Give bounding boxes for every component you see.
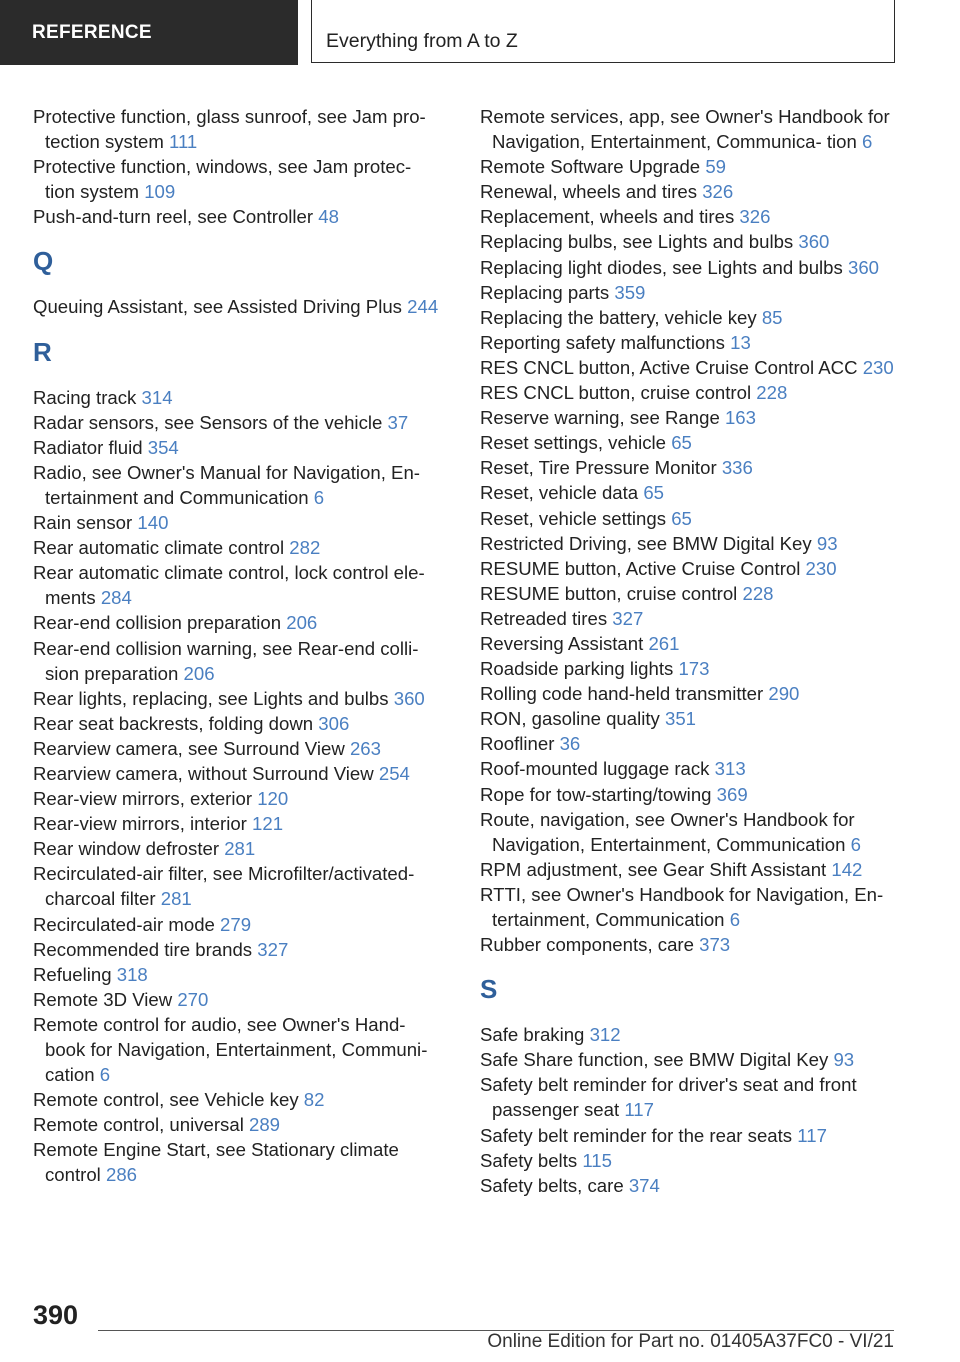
index-entry-text: RES CNCL button, cruise control	[480, 382, 757, 404]
index-entry-text: Remote Engine Start, see Stationary climate control	[33, 1139, 399, 1186]
index-entry-text: Rearview camera, without Surround View	[33, 762, 379, 784]
index-entry-text: Radiator fluid	[33, 436, 148, 458]
page-reference-link[interactable]: 206	[286, 612, 318, 634]
page-reference-link[interactable]: 230	[862, 356, 894, 378]
index-entry	[33, 811, 443, 836]
page-reference-link[interactable]: 281	[224, 838, 256, 860]
index-entry-text: Reset, vehicle data	[480, 482, 644, 504]
index-entry	[480, 330, 900, 355]
page-reference-link[interactable]: 120	[257, 788, 289, 810]
page-reference-link[interactable]: 37	[387, 411, 409, 433]
index-entry-text: Rear window defroster	[33, 838, 225, 860]
section-label: REFERENCE	[0, 0, 298, 65]
page-reference-link[interactable]: 336	[721, 457, 753, 479]
index-entry	[33, 460, 443, 510]
index-entry-text: RES CNCL button, Active Cruise Control ACC	[480, 356, 863, 378]
index-entry	[33, 987, 443, 1012]
page-reference-link[interactable]: 312	[589, 1024, 621, 1046]
index-entry	[480, 255, 900, 280]
index-entry	[480, 782, 900, 807]
index-entry	[33, 761, 443, 786]
page-reference-link[interactable]: 13	[730, 331, 751, 353]
index-entry	[480, 932, 900, 957]
page-reference-link[interactable]: 254	[378, 762, 410, 784]
index-entry-text: Renewal, wheels and tires	[480, 181, 703, 203]
index-entry	[480, 1148, 900, 1173]
index-entry-text: Reset, Tire Pressure Monitor	[480, 457, 722, 479]
index-entry-text: RPM adjustment, see Gear Shift Assistant	[480, 858, 832, 880]
index-letter-heading: S	[480, 974, 498, 1005]
page-reference-link[interactable]: 281	[160, 888, 192, 910]
page-reference-link[interactable]: 244	[407, 296, 439, 318]
index-entry-text: Remote control for audio, see Owner's Hand- book for Navigation, Entertainment, Communi- cation	[33, 1013, 428, 1086]
index-entry-text: Recirculated-air filter, see Microfilter/activated- charcoal filter	[33, 863, 415, 910]
index-entry-text: RTTI, see Owner's Handbook for Navigation, En- tertainment, Communication	[480, 883, 884, 930]
index-entry-text: Rain sensor	[33, 512, 138, 534]
index-entry	[480, 556, 900, 581]
page-reference-link[interactable]: 360	[848, 256, 880, 278]
index-entry-text: Remote control, see Vehicle key	[33, 1089, 304, 1111]
index-entry	[480, 531, 900, 556]
index-entry-text: Rear seat backrests, folding down	[33, 712, 319, 734]
page-reference-link[interactable]: 230	[805, 557, 837, 579]
index-entry	[33, 937, 443, 962]
index-entry-text: RESUME button, cruise control	[480, 582, 743, 604]
index-entry	[33, 204, 443, 229]
index-entry-text: Push-and-turn reel, see Controller	[33, 206, 319, 228]
page-reference-link[interactable]: 206	[183, 662, 215, 684]
page-reference-link[interactable]: 261	[648, 632, 680, 654]
page-reference-link[interactable]: 140	[137, 512, 169, 534]
index-entry-text: Safety belt reminder for driver's seat and front passenger seat	[480, 1074, 857, 1121]
page-reference-link[interactable]: 354	[147, 436, 179, 458]
page-reference-link[interactable]: 279	[220, 913, 252, 935]
index-entry	[480, 656, 900, 681]
page-reference-link[interactable]: 360	[393, 687, 425, 709]
index-entry	[480, 455, 900, 480]
page-reference-link[interactable]: 93	[816, 532, 838, 554]
index-entry	[33, 861, 443, 911]
page-reference-link[interactable]: 313	[714, 758, 746, 780]
index-entry	[33, 535, 443, 560]
page-reference-link[interactable]: 314	[141, 386, 173, 408]
page-reference-link[interactable]: 173	[678, 658, 710, 680]
page-reference-link[interactable]: 327	[257, 938, 289, 960]
index-entry	[33, 560, 443, 610]
index-entry-text: Replacing parts	[480, 281, 615, 303]
page-reference-link[interactable]: 6	[313, 486, 325, 508]
index-letter-heading: Q	[33, 246, 54, 277]
index-entry-text: Replacing bulbs, see Lights and bulbs	[480, 231, 799, 253]
page-reference-link[interactable]: 263	[349, 737, 381, 759]
index-entry	[480, 229, 900, 254]
index-entry-text: Reporting safety malfunctions	[480, 331, 731, 353]
index-entry	[480, 405, 900, 430]
index-column-left	[33, 104, 443, 1188]
index-entry-text: Safety belts	[480, 1149, 583, 1171]
page-reference-link[interactable]: 6	[729, 909, 741, 930]
index-entry-text: Remote 3D View	[33, 988, 178, 1010]
index-entry	[480, 1173, 900, 1198]
index-entry-text: Roofliner	[480, 733, 560, 755]
page-reference-link[interactable]: 6	[861, 131, 873, 153]
page-reference-link[interactable]: 326	[702, 181, 734, 203]
index-entry	[480, 681, 900, 706]
index-entry	[480, 104, 900, 154]
edition-note: Online Edition for Part no. 01405A37FC0 - VI/21	[487, 1331, 894, 1352]
index-entry-text: Rear-view mirrors, interior	[33, 813, 253, 835]
page-reference-link[interactable]: 117	[797, 1124, 827, 1146]
page-reference-link[interactable]: 318	[116, 963, 148, 985]
index-entry	[480, 581, 900, 606]
index-entry	[33, 836, 443, 861]
index-entry	[33, 786, 443, 811]
index-entry	[33, 1137, 443, 1187]
index-entry	[480, 807, 900, 857]
index-entry	[480, 731, 900, 756]
index-entry-text: Reset, vehicle settings	[480, 507, 672, 529]
index-entry	[33, 435, 443, 460]
page-reference-link[interactable]: 142	[831, 858, 863, 880]
index-entry-text: Remote services, app, see Owner's Handbook for Navigation, Entertainment, Communica- tion	[480, 106, 890, 153]
index-entry-text: Protective function, windows, see Jam protec- tion system	[33, 156, 412, 203]
index-entry-text: Rear-end collision preparation	[33, 612, 287, 634]
index-entry	[480, 305, 900, 330]
index-entry-text: Refueling	[33, 963, 117, 985]
page-reference-link[interactable]: 289	[249, 1114, 281, 1136]
index-entry	[33, 154, 443, 204]
page-reference-link[interactable]: 282	[289, 537, 321, 559]
index-entry-text: Safe braking	[480, 1024, 590, 1046]
page-reference-link[interactable]: 351	[665, 708, 697, 730]
index-entry	[480, 1123, 900, 1148]
index-entry-text: Queuing Assistant, see Assisted Driving Plus	[33, 296, 408, 318]
index-entry-text: Restricted Driving, see BMW Digital Key	[480, 532, 817, 554]
page-reference-link[interactable]: 59	[705, 156, 726, 178]
index-letter-heading: R	[33, 336, 52, 367]
page-reference-link[interactable]: 286	[105, 1164, 138, 1186]
index-entry-text: Radar sensors, see Sensors of the vehicle	[33, 411, 388, 433]
index-entry	[480, 204, 900, 229]
index-entry-text: Rubber components, care	[480, 934, 700, 956]
index-entry-text: Rear automatic climate control, lock control ele- ments	[33, 562, 425, 609]
index-entry	[33, 610, 443, 635]
index-entry-text: Rear-view mirrors, exterior	[33, 788, 258, 810]
index-entry	[480, 179, 900, 204]
index-entry-text: Recirculated-air mode	[33, 913, 221, 935]
index-entry-text: Rear-end collision warning, see Rear-end colli- sion preparation	[33, 637, 419, 684]
index-entry	[33, 686, 443, 711]
index-entry	[33, 636, 443, 686]
index-entry-text: Retreaded tires	[480, 607, 613, 629]
page-reference-link[interactable]: 111	[169, 131, 198, 153]
index-entry	[480, 430, 900, 455]
page-reference-link[interactable]: 270	[177, 988, 209, 1010]
index-entry	[33, 1112, 443, 1137]
page-reference-link[interactable]: 117	[624, 1099, 654, 1121]
page-reference-link[interactable]: 163	[724, 407, 756, 429]
page-reference-link[interactable]: 327	[612, 607, 644, 629]
page-reference-link[interactable]: 65	[671, 507, 692, 529]
index-entry	[33, 104, 443, 154]
page-reference-link[interactable]: 373	[699, 934, 731, 956]
index-entry	[480, 355, 900, 380]
index-entry-text: RON, gasoline quality	[480, 708, 665, 730]
index-entry	[33, 1012, 443, 1087]
index-entry	[33, 711, 443, 736]
page-reference-link[interactable]: 228	[756, 382, 788, 404]
index-entry	[480, 154, 900, 179]
index-entry-text: Protective function, glass sunroof, see Jam pro- tection system	[33, 106, 426, 153]
page-reference-link[interactable]: 115	[582, 1149, 612, 1171]
page-reference-link[interactable]: 306	[318, 712, 350, 734]
index-entry	[33, 912, 443, 937]
index-entry	[480, 631, 900, 656]
index-entry-text: Remote control, universal	[33, 1114, 249, 1136]
index-entry	[33, 385, 443, 410]
page-reference-link[interactable]: 284	[100, 587, 132, 609]
index-entry-text: Safety belts, care	[480, 1174, 629, 1196]
index-entry-text: Rear automatic climate control	[33, 537, 290, 559]
index-entry-text: Radio, see Owner's Manual for Navigation, En- tertainment and Communication	[33, 461, 420, 508]
index-entry-text: Racing track	[33, 386, 142, 408]
index-entry	[33, 1087, 443, 1112]
page-reference-link[interactable]: 326	[739, 206, 771, 228]
index-entry-text: RESUME button, Active Cruise Control	[480, 557, 806, 579]
index-entry-text: Replacing light diodes, see Lights and bulbs	[480, 256, 848, 278]
index-entry	[480, 380, 900, 405]
index-entry	[480, 1022, 900, 1047]
index-entry	[480, 882, 900, 932]
index-entry	[480, 857, 900, 882]
index-entry-text: Roadside parking lights	[480, 658, 679, 680]
page-number: 390	[33, 1300, 79, 1330]
page-reference-link[interactable]: 109	[144, 181, 176, 203]
page-reference-link[interactable]: 369	[716, 783, 748, 805]
index-entry-text: Recommended tire brands	[33, 938, 258, 960]
index-entry	[33, 736, 443, 761]
page-reference-link[interactable]: 6	[99, 1064, 111, 1086]
page-reference-link[interactable]: 65	[671, 432, 692, 454]
page-reference-link[interactable]: 360	[798, 231, 830, 253]
page-reference-link[interactable]: 374	[628, 1174, 660, 1196]
index-entry-text: Rearview camera, see Surround View	[33, 737, 350, 759]
page-reference-link[interactable]: 290	[768, 683, 800, 705]
index-entry	[33, 510, 443, 535]
index-entry-text: Rear lights, replacing, see Lights and bulbs	[33, 687, 394, 709]
index-entry	[480, 756, 900, 781]
page-reference-link[interactable]: 93	[833, 1049, 855, 1071]
index-column-right	[480, 104, 900, 1198]
page-reference-link[interactable]: 85	[761, 306, 783, 328]
chapter-title: Everything from A to Z	[311, 0, 895, 63]
page-reference-link[interactable]: 228	[742, 582, 774, 604]
index-entry	[33, 294, 443, 319]
index-entry	[480, 280, 900, 305]
index-entry-text: Roof-mounted luggage rack	[480, 758, 715, 780]
page-reference-link[interactable]: 36	[559, 733, 581, 755]
index-entry-text: Route, navigation, see Owner's Handbook for Navigation, Entertainment, Communication	[480, 808, 855, 855]
index-entry-text: Rope for tow-starting/towing	[480, 783, 717, 805]
index-entry-text: Safe Share function, see BMW Digital Key	[480, 1049, 834, 1071]
page-header	[0, 0, 960, 65]
index-entry-text: Safety belt reminder for the rear seats	[480, 1124, 798, 1146]
index-entry	[33, 962, 443, 987]
index-entry-text: Reset settings, vehicle	[480, 432, 672, 454]
page-reference-link[interactable]: 121	[252, 813, 284, 835]
index-entry-text: Rolling code hand-held transmitter	[480, 683, 769, 705]
index-entry-text: Replacing the battery, vehicle key	[480, 306, 762, 328]
page-reference-link[interactable]: 82	[303, 1089, 325, 1111]
index-entry-text: Reserve warning, see Range	[480, 407, 725, 429]
index-entry	[480, 1072, 900, 1122]
index-entry-text: Replacement, wheels and tires	[480, 206, 740, 228]
index-entry	[480, 506, 900, 531]
page-reference-link[interactable]: 359	[614, 281, 646, 303]
page-reference-link[interactable]: 65	[643, 482, 664, 504]
index-entry	[480, 706, 900, 731]
index-entry-text: Reversing Assistant	[480, 632, 649, 654]
index-entry	[480, 1047, 900, 1072]
index-entry	[33, 410, 443, 435]
page-reference-link[interactable]: 6	[850, 833, 861, 855]
index-entry	[480, 480, 900, 505]
index-entry	[480, 606, 900, 631]
page-reference-link[interactable]: 48	[318, 206, 339, 228]
index-entry-text: Remote Software Upgrade	[480, 156, 706, 178]
